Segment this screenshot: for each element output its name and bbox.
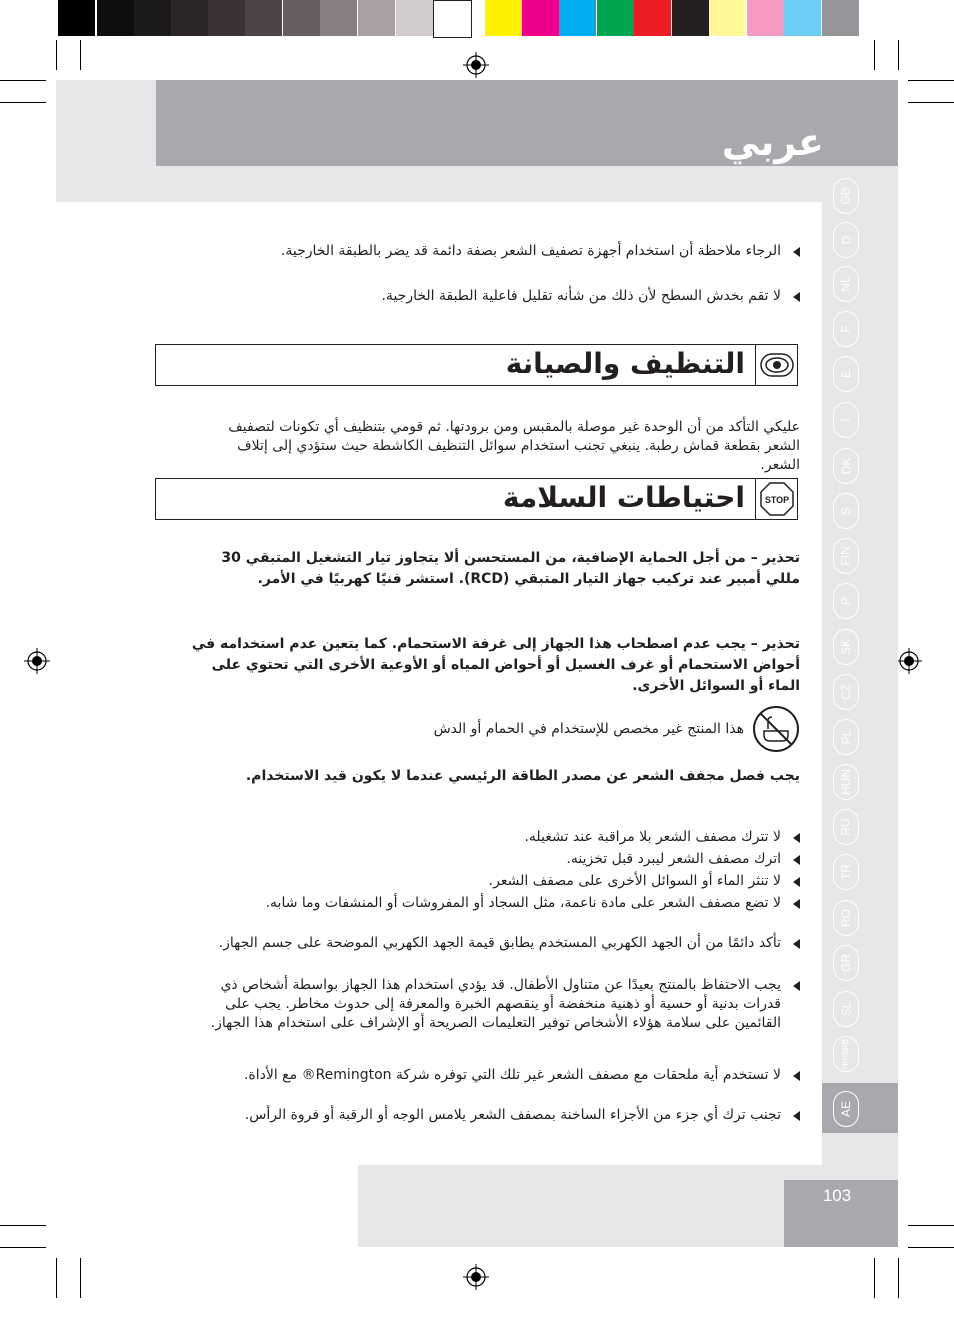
- crop-mark: [56, 40, 57, 70]
- language-tab-cz[interactable]: CZ: [833, 674, 859, 710]
- bullet-arrow-icon: [793, 855, 800, 865]
- registration-mark-icon: [896, 648, 922, 674]
- color-swatch: [522, 0, 559, 36]
- unplug-note: يجب فصل مجفف الشعر عن مصدر الطاقة الرئيسي عندما لا يكون قيد الاستخدام.: [245, 768, 800, 784]
- crop-mark: [908, 80, 954, 81]
- language-tab-s[interactable]: S: [833, 493, 859, 529]
- color-swatch: [283, 0, 320, 36]
- language-tab-d[interactable]: D: [833, 222, 859, 258]
- cleaning-body: عليكي التأكد من أن الوحدة غير موصلة بالمقبس ومن برودتها. ثم قومي بتنظيف أي تكونات لتصفيف الشعر بقطعة قماش رطبة. ينبغي تجنب استخدام سوائل التنظيف الكاشطة حيث ستؤدي إلى إتلاف الشعر.: [228, 419, 800, 473]
- safety-section-header: [155, 478, 798, 520]
- crop-mark: [874, 40, 875, 70]
- language-tab-p[interactable]: P: [833, 583, 859, 619]
- language-tab-f[interactable]: F: [833, 311, 859, 347]
- bullet-arrow-icon: [793, 1071, 800, 1081]
- registration-mark-icon: [463, 1264, 489, 1290]
- crop-mark: [80, 40, 81, 70]
- crop-mark: [898, 1258, 899, 1298]
- language-tab-sl[interactable]: SL: [833, 991, 859, 1027]
- bath-note: هذا المنتج غير مخصص للإستخدام في الحمام أو الدش: [433, 721, 744, 737]
- bullet-arrow-icon: [793, 877, 800, 887]
- page-title: عربي: [721, 120, 824, 164]
- color-swatch: [597, 0, 634, 36]
- crop-mark: [0, 1247, 46, 1248]
- color-swatch: [58, 0, 95, 36]
- language-tab-ru[interactable]: RU: [833, 809, 859, 845]
- section-title: احتياطات السلامة: [502, 481, 745, 514]
- bullet-arrow-icon: [793, 899, 800, 909]
- no-bath-icon: [752, 705, 800, 753]
- language-tab-hr-srb[interactable]: HR/SRB: [833, 1036, 859, 1072]
- list-item: لا تستخدم أية ملحقات مع مصفف الشعر غير تلك التي توفره شركة Remington® مع الأداة.: [180, 1066, 800, 1085]
- list-item: الرجاء ملاحظة أن استخدام أجهزة تصفيف الشعر بصفة دائمة قد يضر بالطبقة الخارجية.: [180, 242, 800, 261]
- crop-mark: [0, 102, 46, 103]
- color-swatch: [134, 0, 171, 36]
- color-swatch: [747, 0, 784, 36]
- color-swatch: [97, 0, 134, 36]
- language-tab-i[interactable]: I: [833, 402, 859, 438]
- color-swatch: [559, 0, 596, 36]
- list-item: لا تترك مصفف الشعر بلا مراقبة عند تشغيله.: [180, 828, 800, 847]
- bullet-arrow-icon: [793, 292, 800, 302]
- color-swatch: [784, 0, 821, 36]
- svg-text:STOP: STOP: [764, 495, 789, 505]
- crop-mark: [0, 1225, 46, 1226]
- crop-mark: [0, 80, 46, 81]
- warning-bathroom: تحذير – يجب عدم اصطحاب هذا الجهاز إلى غرفة الاستحمام. كما يتعين عدم استخدامه في أحواض الاستحمام أو غرف الغسيل أو أحواض المياه أو الأوعية الأخرى التي تحتوي على الماء أو السوائل الأخرى.: [191, 636, 800, 694]
- language-tab-gr[interactable]: GR: [833, 945, 859, 981]
- list-item: اترك مصفف الشعر ليبرد قبل تخزينه.: [180, 850, 800, 869]
- color-swatch: [672, 0, 709, 36]
- crop-mark: [874, 1258, 875, 1298]
- bullet-arrow-icon: [793, 939, 800, 949]
- language-tab-ro[interactable]: RO: [833, 900, 859, 936]
- language-tab-sk[interactable]: SK: [833, 629, 859, 665]
- cleaning-section-header: [155, 344, 798, 386]
- crop-mark: [898, 40, 899, 70]
- language-tab-gb[interactable]: GB: [833, 178, 859, 214]
- language-tab-nl[interactable]: NL: [833, 266, 859, 302]
- crop-mark: [908, 1247, 954, 1248]
- crop-mark: [908, 1225, 954, 1226]
- registration-mark-icon: [463, 52, 489, 78]
- crop-mark: [56, 1258, 57, 1298]
- warning-rcd: تحذير – من أجل الحماية الإضافية، من المستحسن ألا يتجاوز تيار التشغيل المتبقي 30 مللي أمبير عند تركيب جهاز التيار المتبقي (RCD). استشر فنيًا كهربيًا في الأمر.: [221, 550, 800, 587]
- crop-mark: [80, 1258, 81, 1298]
- list-item: تجنب ترك أي جزء من الأجزاء الساخنة بمصفف الشعر يلامس الوجه أو الرقبة أو فروة الرأس.: [180, 1106, 800, 1125]
- color-swatch: [171, 0, 208, 36]
- section-title: التنظيف والصيانة: [505, 347, 745, 380]
- language-tab-fin[interactable]: FIN: [833, 538, 859, 574]
- registration-mark-icon: [24, 648, 50, 674]
- list-item: لا تقم بخدش السطح لأن ذلك من شأنه تقليل فاعلية الطبقة الخارجية.: [180, 287, 800, 306]
- language-tab-hun[interactable]: HUN: [833, 764, 859, 800]
- color-swatch: [485, 0, 522, 36]
- list-item: لا تضع مصفف الشعر على مادة ناعمة، مثل السجاد أو المفروشات أو المنشفات وما شابه.: [180, 894, 800, 913]
- bullet-arrow-icon: [793, 1111, 800, 1121]
- color-swatch: [709, 0, 746, 36]
- bullet-arrow-icon: [793, 981, 800, 991]
- color-swatch: [396, 0, 433, 36]
- color-swatch: [208, 0, 245, 36]
- language-tab-ae[interactable]: AE: [833, 1091, 859, 1127]
- list-item: تأكد دائمًا من أن الجهد الكهربي المستخدم يطابق قيمة الجهد الكهربي الموضحة على جسم الجهاز.: [180, 934, 800, 953]
- color-swatch: [358, 0, 395, 36]
- list-item: لا تنثر الماء أو السوائل الأخرى على مصفف الشعر.: [180, 872, 800, 891]
- color-swatch: [822, 0, 859, 36]
- page-number: 103: [822, 1186, 852, 1205]
- stop-icon: [755, 479, 797, 519]
- language-tab-tr[interactable]: TR: [833, 854, 859, 890]
- language-tab-pl[interactable]: PL: [833, 719, 859, 755]
- eye-icon: [755, 345, 797, 385]
- color-swatch: [634, 0, 671, 36]
- crop-mark: [908, 102, 954, 103]
- language-tab-dk[interactable]: DK: [833, 448, 859, 484]
- list-item: يجب الاحتفاظ بالمنتج بعيدًا عن متناول الأطفال. قد يؤدي استخدام هذا الجهاز بواسطة أشخاص ذي قدرات بدنية أو حسية أو ذهنية منخفضة أو ينقصهم الخبرة والمعرفة إلى حدوث مخاطر. يجب على القائمين على سلامة هؤلاء الأشخاص توفير التعليمات الصريحة أو الإشراف على استخدام هذا الجهاز.: [180, 976, 800, 1033]
- color-swatch: [320, 0, 357, 36]
- bullet-arrow-icon: [793, 833, 800, 843]
- language-tab-e[interactable]: E: [833, 356, 859, 392]
- color-swatch: [433, 0, 472, 38]
- color-swatch: [245, 0, 282, 36]
- bullet-arrow-icon: [793, 247, 800, 257]
